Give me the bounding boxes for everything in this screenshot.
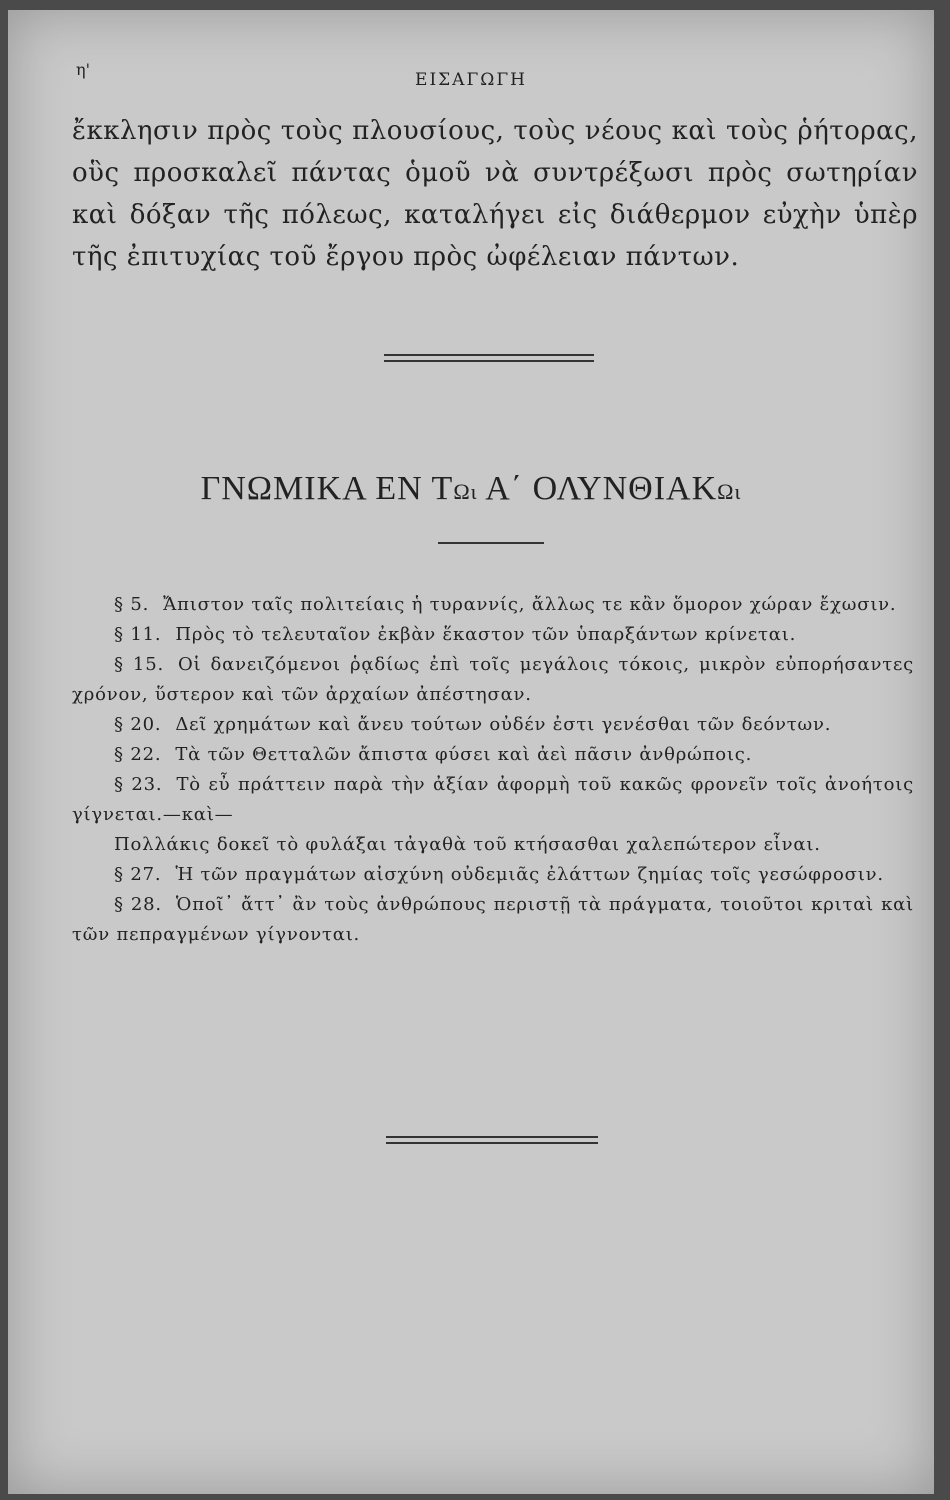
- gnome-item: [72, 740, 914, 770]
- page-number: η': [76, 60, 90, 79]
- gnome-text: Ἄπιστον ταῖς πολιτείαις ἡ τυραννίς, ἄλλως τε κἂν ὅμορον χώραν ἔχωσιν.: [163, 594, 897, 615]
- gnome-text: Τὸ εὖ πράττειν παρὰ τὴν ἀξίαν ἀφορμὴ τοῦ κακῶς φρονεῖν τοῖς ἀνοήτοις γίγνεται.—καὶ—: [72, 774, 914, 825]
- section-title: [8, 470, 934, 508]
- section-number: § 23.: [114, 774, 163, 795]
- book-page: [8, 10, 934, 1494]
- gnome-item: [72, 860, 914, 890]
- gnomes-list: [72, 590, 914, 950]
- section-number: § 5.: [114, 594, 150, 615]
- gnome-text: Οἱ δανειζόμενοι ῥᾳδίως ἐπὶ τοῖς μεγάλοις τόκοις, μικρὸν εὐπορήσαντες χρόνον, ὕστερον καὶ τῶν ἀρχαίων ἀπέστησαν.: [72, 654, 914, 705]
- gnome-text: Πολλάκις δοκεῖ τὸ φυλάξαι τἀγαθὰ τοῦ κτήσασθαι χαλεπώτερον εἶναι.: [114, 834, 821, 855]
- section-title-part: Α΄ ΟΛΥΝΘΙΑΚ: [477, 470, 718, 507]
- gnome-text: Ἡ τῶν πραγμάτων αἰσχύνη οὐδεμιᾶς ἐλάττων ζημίας τοῖς γεσώφροσιν.: [175, 864, 884, 885]
- section-number: § 20.: [114, 714, 162, 735]
- intro-paragraph-block: [72, 110, 918, 278]
- gnome-item: [72, 710, 914, 740]
- section-number: § 27.: [114, 864, 162, 885]
- double-rule-top: [384, 354, 594, 356]
- gnome-item: [72, 770, 914, 830]
- gnome-item: [72, 830, 914, 860]
- gnome-item: [72, 650, 914, 710]
- running-title: ΕΙΣΑΓΩΓΗ: [415, 70, 527, 90]
- section-number: § 28.: [114, 894, 162, 915]
- gnome-text: Τὰ τῶν Θετταλῶν ἄπιστα φύσει καὶ ἀεὶ πᾶσιν ἀνθρώποις.: [175, 744, 753, 765]
- double-rule-bottom: [386, 1136, 598, 1138]
- section-title-part: ΓΝΩΜΙΚΑ ΕΝ Τ: [200, 470, 454, 507]
- section-number: § 11.: [114, 624, 162, 645]
- section-number: § 22.: [114, 744, 162, 765]
- gnome-item: [72, 620, 914, 650]
- section-title-small: Ωι: [453, 479, 478, 504]
- gnome-item: [72, 890, 914, 950]
- gnome-text: Πρὸς τὸ τελευταῖον ἐκβὰν ἕκαστον τῶν ὑπαρξάντων κρίνεται.: [175, 624, 797, 645]
- title-underline: [438, 542, 544, 544]
- gnome-text: Ὁποῖ᾽ ἄττ᾽ ἂν τοὺς ἀνθρώπους περιστῇ τὰ πράγματα, τοιοῦτοι κριταὶ καὶ τῶν πεπραγμένων γίγνονται.: [72, 894, 914, 945]
- gnome-item: [72, 590, 914, 620]
- section-title-small: Ωι: [717, 479, 742, 504]
- section-number: § 15.: [114, 654, 164, 675]
- intro-paragraph: ἔκκλησιν πρὸς τοὺς πλουσίους, τοὺς νέους καὶ τοὺς ῥήτορας, οὓς προσκαλεῖ πάντας ὁμοῦ νὰ συντρέξωσι πρὸς σωτηρίαν καὶ δόξαν τῆς πόλεως, καταλήγει εἰς διάθερμον εὐχὴν ὑπὲρ τῆς ἐπιτυχίας τοῦ ἔργου πρὸς ὠφέλειαν πάντων.: [72, 116, 918, 272]
- gnome-text: Δεῖ χρημάτων καὶ ἄνευ τούτων οὐδέν ἐστι γενέσθαι τῶν δεόντων.: [175, 714, 832, 735]
